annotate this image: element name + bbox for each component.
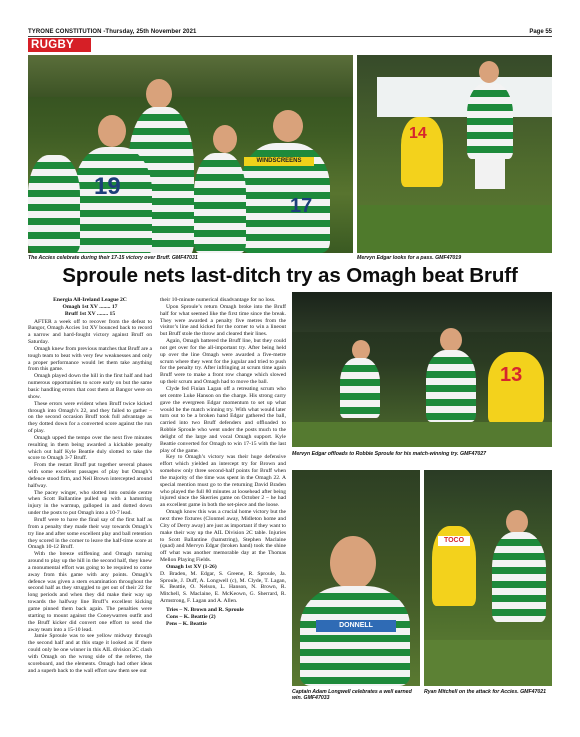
photo-caption: Captain Adam Longwell celebrates a well earned win. GMF47033 bbox=[292, 689, 412, 702]
article-column-1 bbox=[28, 297, 152, 674]
team-tries: Tries – N. Brown and R. Sproule bbox=[166, 606, 244, 613]
fixture-league: Energia All-Ireland League 2C bbox=[53, 297, 127, 303]
advert-board bbox=[377, 77, 552, 117]
player-head bbox=[213, 125, 237, 153]
player-jersey bbox=[300, 586, 410, 686]
player-head bbox=[98, 115, 126, 147]
pitch bbox=[292, 422, 552, 447]
photo-captain-longwell bbox=[292, 470, 420, 686]
sponsor-board: TOCO bbox=[438, 536, 470, 546]
article-paragraph: Jamie Sproule was to see yellow midway through the second half and at this stage it looked as if there could only be one winner in this AIL division 2C clash with Omagh on the wrong side of the referee, the scoreboard, and the elements. Omagh had other ideas and a superb back to the wall effort saw them see out bbox=[28, 633, 152, 674]
team-cons: Cons – K. Beattie (2) bbox=[166, 613, 216, 620]
article-paragraph: Omagh upped the tempo over the next five minutes resulting in them being awarded a kickable penalty which out half Kyle Beattie duly slotted to take the score to Omagh 3-7 Bruff. bbox=[28, 434, 152, 462]
jersey-number: 13 bbox=[500, 364, 523, 386]
photo-caption: Ryan Mitchell on the attack for Accies. GMF47021 bbox=[424, 689, 547, 695]
team-heading: Omagh 1st XV (1-26) bbox=[166, 563, 217, 570]
photo-caption: The Accies celebrate during their 17-15 victory over Bruff. GMF47031 bbox=[28, 255, 198, 261]
article-paragraph: With the breeze stiffening and Omagh turning around to play up the hill in the second half, they knew a monumental effort was going to be required to come away from this game with any points. Omagh’s defence was given a stern examination throughout the second half as they struggled to get out of their 22 for long periods and when they did make their way up towards the halfway line Bruff’s excellent kicking game pinned them back again. The penalties were starting to mount against the Coneywarren outfit and the Bruff kicker did convert one effort to send the away team into a 15-10 lead. bbox=[28, 551, 152, 633]
player-head bbox=[440, 328, 462, 352]
player-jersey bbox=[426, 350, 476, 422]
article-paragraph: Omagh know this was a crucial home victory but the next three fixtures (Clonmel away, Midleton home and City of Derry away) are just as important if they want to make their way up the AIL Division 2C table. Injuries to Scott Ballantine (hamstring), Stephen Maclaine (quad) and Mervyn Edgar (broken hand) took the shine off what was another memorable day at the Thomas Mellon Playing Fields. bbox=[160, 509, 286, 564]
team-pens: Pens – K. Beattie bbox=[166, 620, 207, 627]
article-paragraph: From the restart Bruff put together several phases with some excellent passages of play but Omagh’s defence stood firm, and Neil Brown intercepted around halfway. bbox=[28, 462, 152, 489]
player-jersey bbox=[340, 358, 380, 418]
photo-caption: Mervyn Edgar looks for a pass. GMF47019 bbox=[357, 255, 462, 261]
article-paragraph: Bruff were to have the final say of the first half as from a penalty they made their way towards Omagh’s try line and after some excellent play and ball retention they scored in the corner to leave the half-time score at Omagh 10-12 Bruff. bbox=[28, 517, 152, 551]
player-shorts bbox=[475, 159, 505, 189]
player-jersey bbox=[194, 153, 246, 253]
jersey-number: 19 bbox=[94, 173, 121, 200]
team-list: D. Braden, M. Edgar, S. Greene, R. Sproule, Ja. Sproule, J. Duff, A. Longwell (c), M. Clyde, T. Lagan, K. Beattie, O. Nelson, L. Hanson, N. Brown, R. Mitchell, S. Maclaine, E. McKeown, G. Sherrard, R. Armstrong, F. Lagan and A. Allen. bbox=[160, 570, 286, 605]
photo-background bbox=[28, 55, 353, 97]
section-label: RUGBY bbox=[28, 38, 91, 52]
article-paragraph: AFTER a week off to recover from the defeat to Bangor, Omagh Accies 1st XV bounced back to record a narrow and hard-fought victory against Bruff on Saturday. bbox=[28, 318, 152, 346]
player-head bbox=[506, 510, 528, 534]
opponent-jersey bbox=[488, 352, 544, 424]
photo-match-winning-try bbox=[292, 292, 552, 447]
article-paragraph: The pacey winger, who slotted into outside centre when Scott Ballantine pulled up with a hamstring injury in the warmup, galloped in and dotted down under the posts to put Omagh into a 10-7 lead. bbox=[28, 489, 152, 517]
player-jersey bbox=[492, 532, 546, 622]
player-jersey bbox=[28, 155, 80, 253]
article-paragraph: Upon Sproule’s return Omagh broke into the Bruff half for what seemed like the first time since the break. They were awarded a penalty five metres from the visitor’s line and kicked for the corner to win a lineout but Bruff stole the throw and cleared their lines. bbox=[160, 303, 286, 338]
fixture-home: Omagh 1st XV ........ 17 bbox=[62, 303, 118, 310]
article-paragraph: Omagh knew from previous matches that Bruff are a tough team to beat with very few weaknesses and only a proper performance would let them take anything from this game. bbox=[28, 345, 152, 373]
article-paragraph: These errors were evident when Bruff twice kicked through into Omagh’s 22, and they failed to gather – on the second occasion Bruff took full advantage as they dotted down for a converted score against the run of play. bbox=[28, 400, 152, 435]
player-head bbox=[330, 536, 376, 590]
sponsor-board: WINDSCREENS bbox=[244, 157, 314, 166]
fixture-away: Bruff 1st XV ........ 15 bbox=[64, 310, 116, 317]
article-paragraph: Key to Omagh’s victory was their huge defensive effort which yielded an intercept try for Brown and somehow only three second-half points for Bruff when the majority of the time was spent in the Omagh 22. A special mention must go to the returning David Braden who played the full 80 minutes at loosehead after being injured since the Skerries game on October 2 – he had an excellent game in both the set-piece and the loose. bbox=[160, 454, 286, 509]
jersey-number: 14 bbox=[409, 125, 427, 142]
photo-caption: Mervyn Edgar offloads to Robbie Sproule for his match-winning try. GMF47027 bbox=[292, 451, 486, 457]
player-head bbox=[146, 79, 172, 109]
sponsor-board: DONNELL bbox=[316, 620, 396, 632]
photo-mervyn-edgar bbox=[357, 55, 552, 253]
article-paragraph: Omagh played down the hill in the first half and had numerous opportunities to score early on but the same basic handling errors that cost them at Bangor were on show. bbox=[28, 373, 152, 400]
photo-ryan-mitchell bbox=[424, 470, 552, 686]
photo-background bbox=[292, 292, 552, 332]
page-number: Page 55 bbox=[529, 29, 552, 35]
article-paragraph: their 10-minute numerical disadvantage for no loss. bbox=[160, 297, 276, 303]
headline: Sproule nets last-ditch try as Omagh beat Bruff bbox=[62, 264, 518, 287]
jersey-number: 17 bbox=[290, 195, 313, 217]
player-head bbox=[273, 110, 303, 142]
article-column-2 bbox=[160, 297, 286, 628]
masthead-date: TYRONE CONSTITUTION -Thursday, 25th November 2021 bbox=[28, 29, 197, 35]
photo-team-celebration bbox=[28, 55, 353, 253]
pitch bbox=[357, 205, 552, 253]
player-jersey bbox=[467, 83, 513, 159]
player-head bbox=[352, 340, 370, 360]
article-paragraph: Again, Omagh battered the Bruff line, but they could not get over for the all-important try. After being held up over the line Omagh were awarded a five-metre scrum where they went for the jugular and tried to push for the penalty try. After infringing at scrum time again Bruff were to make a front row change which slowed up their scrum and Omagh had to move the ball. bbox=[160, 338, 286, 386]
article-paragraph: Clyde fed Finian Lagan off a retreating scrum who set centre Luke Hanson on the charge. His strong carry gave the evergreen Edgar momentum to set up what would be the match winning try. With what would later turn out to be a broken hand Edgar gathered the ball, carried into two Bruff defenders and offloaded to Robbie Sproule who went under the posts much to the delight of the large and vocal Omagh support. Kyle Beattie converted for Omagh to win 17-15 with the last play of the game. bbox=[160, 385, 286, 454]
player-head bbox=[479, 61, 499, 83]
masthead-rule bbox=[28, 36, 552, 37]
pitch bbox=[424, 640, 552, 686]
section-bar bbox=[28, 38, 552, 52]
